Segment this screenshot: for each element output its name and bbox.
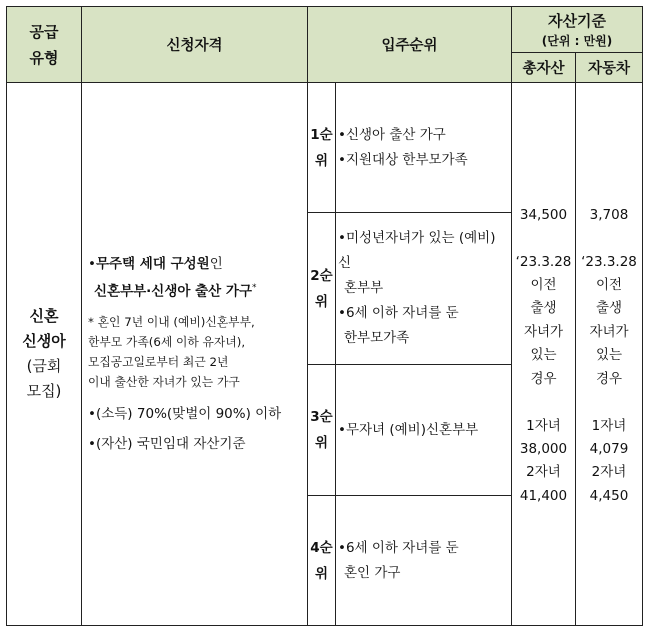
rank-label: 위 [314,152,329,169]
total-assets-line: 출생 [530,300,557,317]
car-value: 3,708 [589,206,629,223]
rank-label: 위 [314,565,329,582]
asset-value: 국민임대 자산기준 [132,435,246,452]
car-line: 이전 [595,277,623,294]
qualification-asset [88,432,299,456]
rank-label: 1순 [310,126,333,143]
order-item: 혼부부 [344,280,384,296]
total-assets-line: 2자녀 [526,464,561,481]
total-assets-line: 1자녀 [526,417,561,434]
supply-type-line2: 신생아 [22,332,66,350]
rank-label: 4순 [310,539,333,556]
header-supply-type [7,7,82,83]
header-asset-criteria-title: 자산기준 [548,11,606,30]
footnote-marker: * [251,283,257,294]
income-label: •(소득) [88,405,133,422]
car-value: 4,450 [589,487,629,504]
asset-label: •(자산) [88,435,133,452]
header-car: 자동차 [576,53,643,83]
car-line: 1자녀 [591,417,627,434]
total-assets-line: ‘23.3.28 [515,253,572,270]
header-asset-unit: (단위 : 만원) [541,33,613,48]
supply-type-cell [7,83,82,626]
note-line: 한부모 가족(6세 이하 유자녀), [88,334,246,349]
total-assets-value: 41,400 [519,487,568,504]
rank-4-items [336,496,512,626]
qualification-main-rest: 인 [209,256,223,273]
spacer [512,227,575,250]
car-line: 경우 [595,370,623,387]
total-assets-line: 경우 [530,370,557,387]
qualification-note [88,312,299,392]
spacer [576,391,642,414]
rank-4 [308,496,336,626]
note-line: * 혼인 7년 이내 (예비)신혼부부, [88,314,255,329]
note-line: 이내 출산한 자녀가 있는 가구 [88,374,240,389]
total-assets-value: 38,000 [519,440,568,457]
income-value: 70%(맞벌이 90%) 이하 [132,405,282,422]
qualification-cell [82,83,308,626]
car-line: ‘23.3.28 [581,253,637,270]
qualification-main2-bold: 신혼부부·신생아 출산 가구 [94,283,252,300]
header-supply-type-line1: 공급 [29,22,59,41]
car-line: 있는 [595,347,623,364]
total-assets-line: 자녀가 [523,323,564,340]
car-line: 자녀가 [589,323,629,340]
header-asset-criteria [512,7,643,53]
spacer [512,391,575,414]
order-item: •6세 이하 자녀를 둔 [338,539,459,556]
order-item: •무자녀 (예비)신혼부부 [338,421,479,438]
order-item: •지원대상 한부모가족 [338,151,468,168]
qualification-income [88,402,299,426]
spacer [576,227,642,250]
supply-type-line3: (금회 [26,357,62,375]
total-assets-line: 있는 [530,347,557,364]
rank-2-items [336,213,512,365]
header-total-assets: 총자산 [512,53,576,83]
header-move-in-order: 입주순위 [308,7,512,83]
rank-3 [308,365,336,496]
supply-type-line1: 신혼 [29,307,59,325]
rank-2 [308,213,336,365]
rank-1 [308,83,336,213]
order-item: 혼인 가구 [344,564,401,581]
rank-label: 위 [314,293,329,310]
note-line: 모집공고일로부터 최근 2년 [88,354,229,369]
rank-3-items [336,365,512,496]
header-qualification: 신청자격 [82,7,308,83]
qualification-main-line2 [88,276,299,304]
eligibility-table [6,6,643,626]
rank-label: 2순 [310,267,333,284]
qualification-main-bold: 무주택 세대 구성원 [95,256,210,273]
total-assets-cell [512,83,576,626]
order-item: •6세 이하 자녀를 둔 [338,305,459,321]
order-item: 한부모가족 [344,330,410,346]
bullet: • [88,256,96,273]
rank-1-items [336,83,512,213]
rank-label: 3순 [310,409,333,425]
order-item: •신생아 출산 가구 [338,126,446,143]
car-value: 4,079 [589,440,629,457]
header-supply-type-line2: 유형 [29,48,59,67]
rank-label: 위 [314,435,329,451]
order-item: •미성년자녀가 있는 (예비)신 [338,230,496,271]
total-assets-line: 이전 [530,277,557,294]
car-line: 출생 [595,300,623,317]
total-assets-value: 34,500 [519,206,568,223]
qualification-main-line1 [88,252,299,276]
car-cell [576,83,643,626]
car-line: 2자녀 [591,464,627,481]
supply-type-line4: 모집) [26,382,62,400]
